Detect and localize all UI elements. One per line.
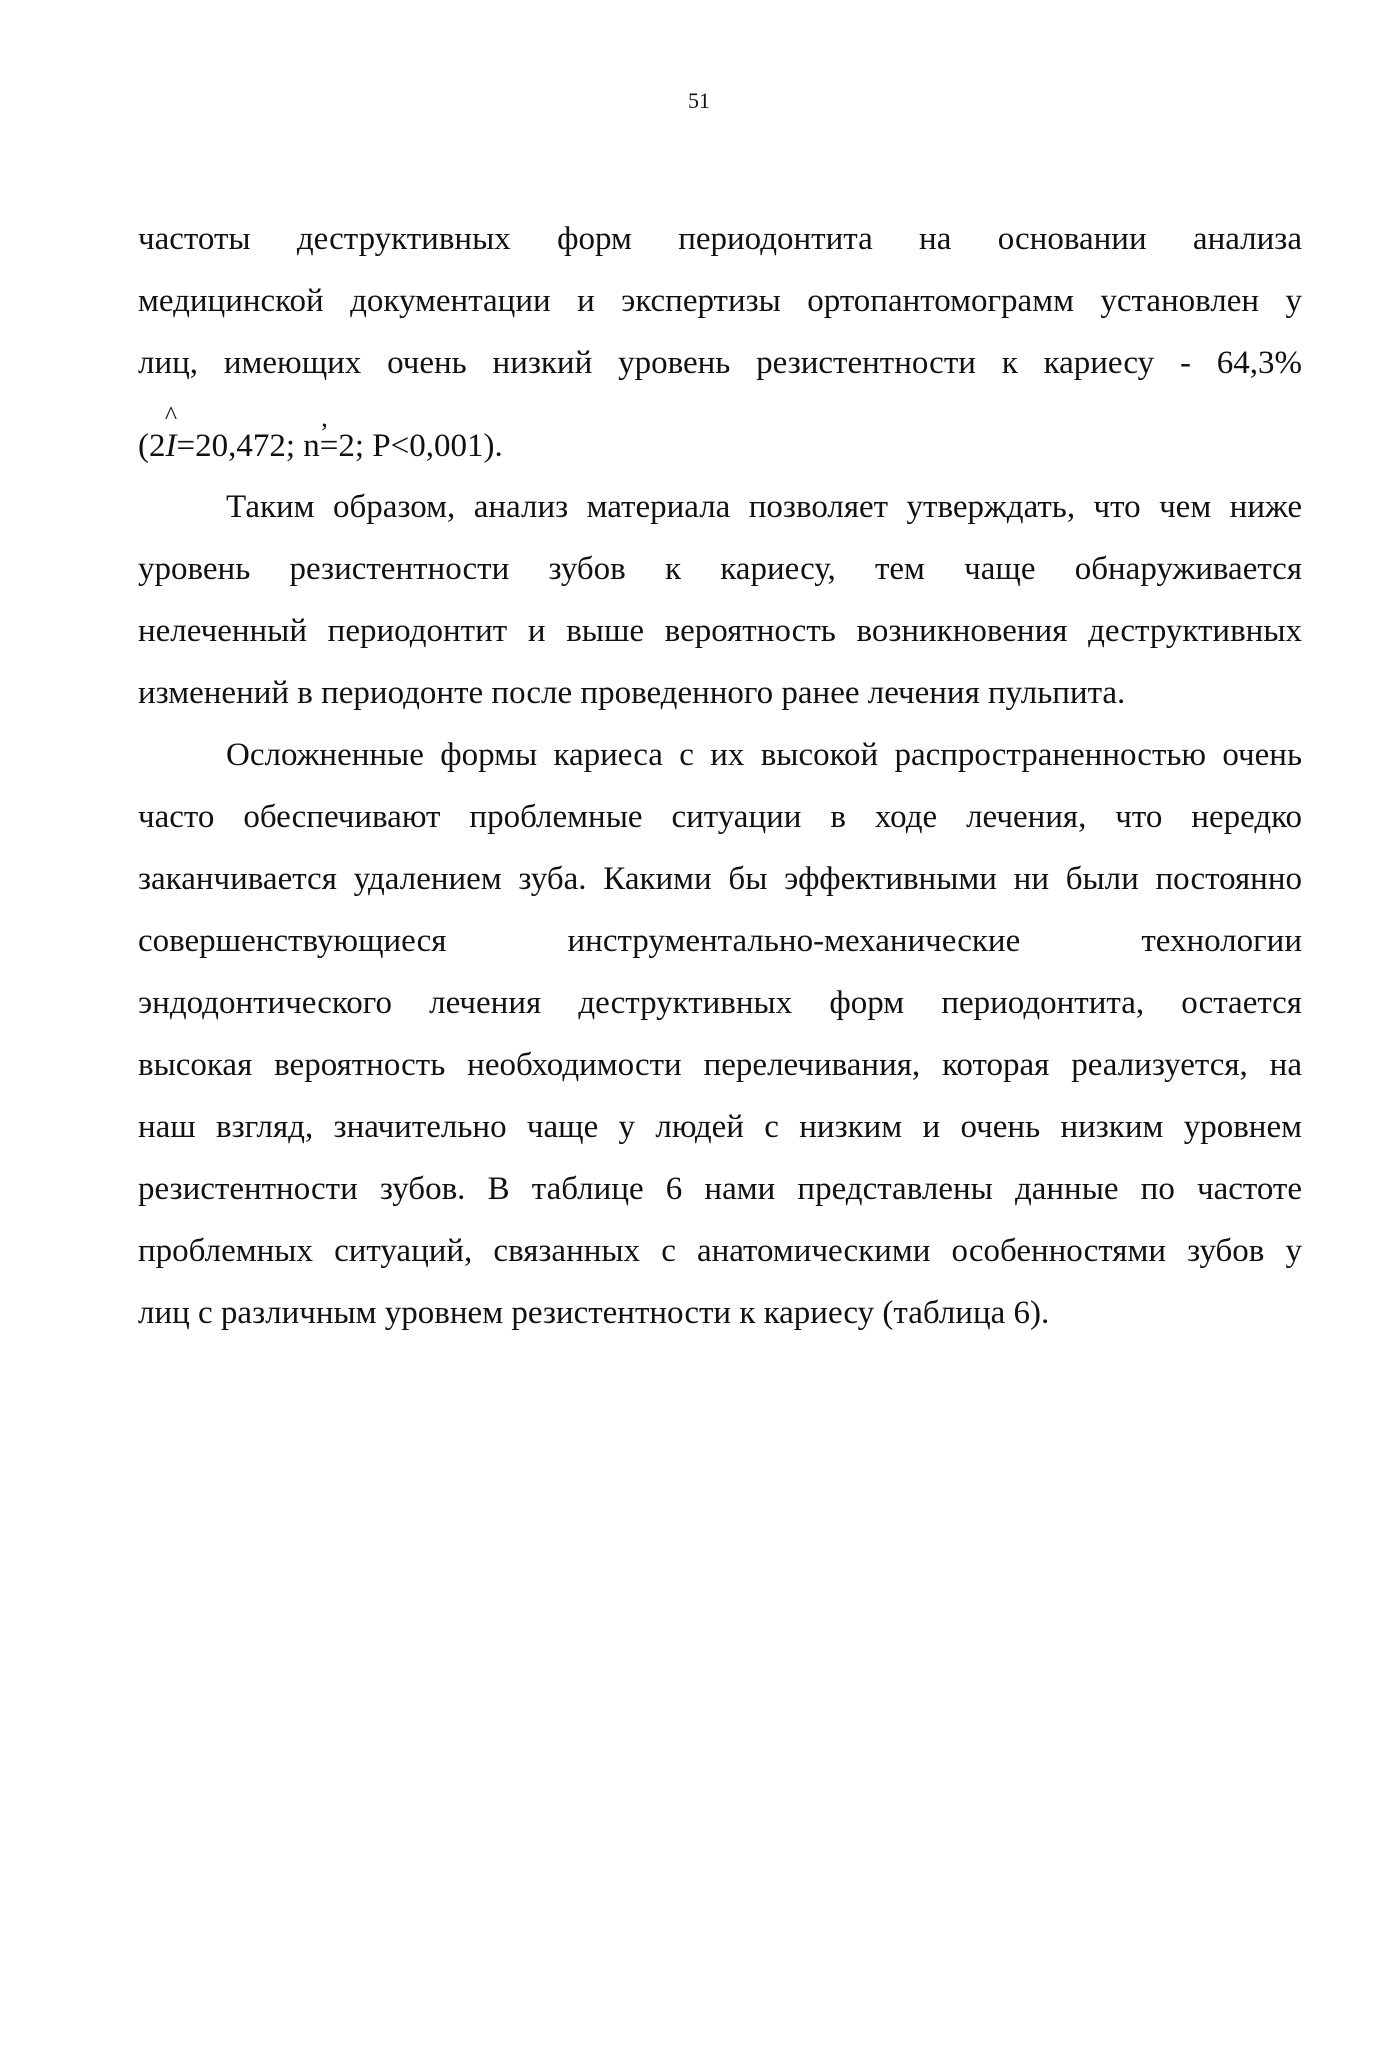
text-line: лиц, имеющих очень низкий уровень резистентности к кариесу - 64,3%: [138, 345, 1302, 381]
text-line: наш взгляд, значительно чаще у людей с низким и очень низким уровнем: [138, 1109, 1302, 1145]
formula-hat-variable: ^ I: [166, 426, 177, 466]
formula-value: =20,472;: [176, 428, 296, 464]
paragraph: [138, 724, 1302, 1344]
statistics-formula: [138, 426, 503, 466]
text-line: Таким образом, анализ материала позволяет утверждать, что чем ниже: [226, 489, 1302, 525]
text-line: нелеченный периодонтит и выше вероятность возникновения деструктивных: [138, 613, 1302, 649]
text-line: часто обеспечивают проблемные ситуации в ходе лечения, что нередко: [138, 799, 1302, 835]
text-line: медицинской документации и экспертизы ортопантомограмм установлен у: [138, 283, 1302, 319]
text-line: высокая вероятность необходимости перелечивания, которая реализуется, на: [138, 1047, 1302, 1083]
text-line: заканчивается удалением зуба. Какими бы эффективными ни были постоянно: [138, 861, 1302, 897]
formula-n-prime: n ,: [303, 426, 320, 466]
text-line: резистентности зубов. В таблице 6 нами представлены данные по частоте: [138, 1171, 1302, 1207]
formula-line: [138, 394, 1302, 476]
page-number: 51: [688, 88, 710, 113]
text-line: эндодонтического лечения деструктивных форм периодонтита, остается: [138, 985, 1302, 1021]
formula-rest: =2; P<0,001).: [319, 428, 503, 464]
text-line: Осложненные формы кариеса с их высокой распространенностью очень: [226, 737, 1302, 773]
paragraph: [138, 476, 1302, 724]
text-line: изменений в периодонте после проведенного ранее лечения пульпита.: [138, 675, 1126, 711]
text-line: совершенствующиеся инструментально-механические технологии: [138, 923, 1302, 959]
body-text: [138, 208, 1302, 1344]
text-line: проблемных ситуаций, связанных с анатомическими особенностями зубов у: [138, 1233, 1302, 1269]
text-line: уровень резистентности зубов к кариесу, тем чаще обнаруживается: [138, 551, 1302, 587]
text-line: частоты деструктивных форм периодонтита на основании анализа: [138, 221, 1302, 257]
formula-open: (2: [138, 428, 166, 464]
paragraph-continuation: [138, 208, 1302, 476]
text-line: лиц с различным уровнем резистентности к кариесу (таблица 6).: [138, 1295, 1050, 1331]
